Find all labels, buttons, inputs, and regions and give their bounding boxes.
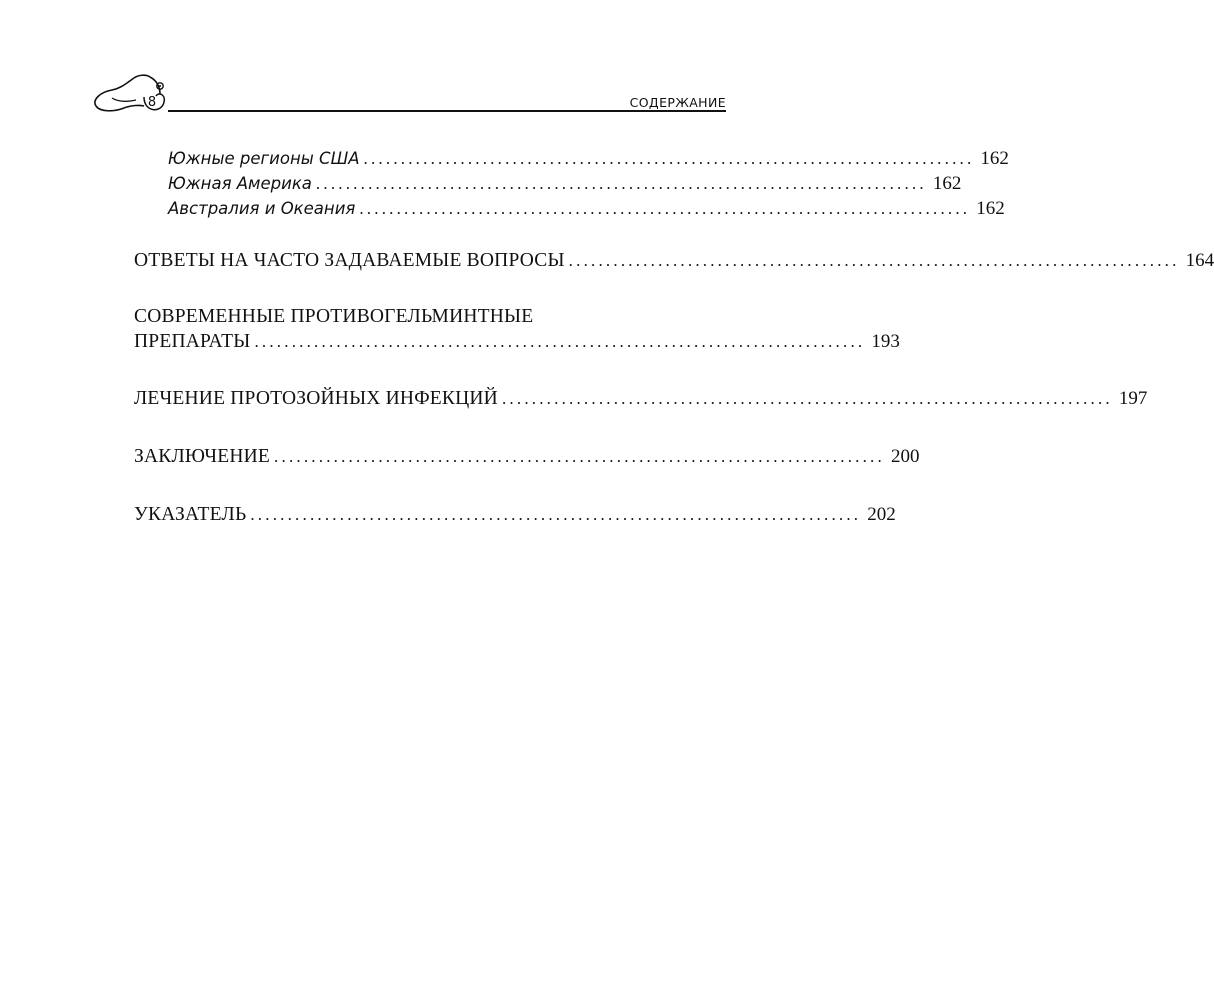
stethoscope-icon [90,72,180,116]
toc-entry-title: Австралия и Океания [168,199,356,218]
toc-entry-index[interactable] [134,504,896,526]
toc-entry-protozoal-infections[interactable] [134,388,1148,410]
dot-leader: .................................................................................. [315,174,927,193]
toc-entry-page: 197 [1118,388,1148,409]
toc-entry-anthelmintic-drugs[interactable] [134,331,900,353]
dot-leader: .................................................................................. [274,447,885,466]
dot-leader: .................................................................................. [359,199,971,218]
toc-entry-title: Южная Америка [168,174,312,193]
dot-leader: .................................................................................. [250,505,862,524]
toc-entry-title: ОТВЕТЫ НА ЧАСТО ЗАДАВАЕМЫЕ ВОПРОСЫ [134,250,565,271]
toc-entry-page: 202 [867,504,896,525]
toc-entry-title: Южные регионы США [168,149,360,168]
toc-entry-page: 164 [1185,250,1214,271]
dot-leader: .................................................................................. [501,389,1113,408]
toc-entry-page: 193 [871,331,900,352]
dot-leader: .................................................................................. [254,332,866,351]
toc-entry-title: ЗАКЛЮЧЕНИЕ [134,446,271,467]
section-title: СОДЕРЖАНИЕ [629,95,726,110]
page-header [90,72,726,116]
toc-entry-title-line1[interactable]: СОВРЕМЕННЫЕ ПРОТИВОГЕЛЬМИНТНЫЕ [134,306,534,327]
toc-entry-page: 162 [932,173,962,194]
toc-entry-conclusion[interactable] [134,446,920,468]
toc-entry-title: ЛЕЧЕНИЕ ПРОТОЗОЙНЫХ ИНФЕКЦИЙ [134,388,498,409]
header-rule [168,110,726,112]
toc-entry-australia-oceania[interactable] [168,198,1005,220]
toc-entry-page: 162 [980,148,1009,169]
toc-entry-page: 162 [976,198,1005,219]
toc-entry-faq[interactable] [134,250,1214,272]
toc-entry-title: УКАЗАТЕЛЬ [134,504,247,525]
toc-entry-south-america[interactable] [168,173,962,195]
page-number: 8 [147,95,157,110]
dot-leader: .................................................................................. [568,251,1180,270]
toc-entry-page: 200 [890,446,920,467]
dot-leader: .................................................................................. [363,149,975,168]
toc-entry-title: ПРЕПАРАТЫ [134,331,251,352]
toc-entry-south-usa[interactable] [168,148,1009,170]
